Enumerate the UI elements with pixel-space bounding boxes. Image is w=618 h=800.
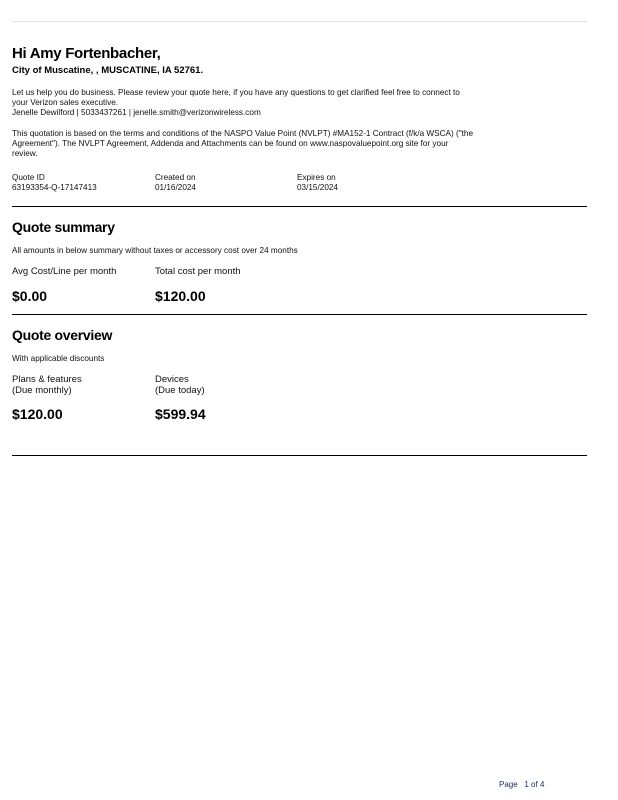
intro-text: Let us help you do business. Please review your quote here, if you have any questions to get clarified feel free to connect to your Verizon sales executive.	[12, 88, 460, 107]
created-on	[155, 173, 196, 193]
page-current: 1	[524, 780, 529, 789]
created-on-value: 01/16/2024	[155, 183, 196, 192]
quote-overview-title: Quote overview	[12, 327, 113, 343]
quote-summary-note: All amounts in below summary without taxes or accessory cost over 24 months	[12, 246, 298, 255]
page-of: of	[531, 780, 538, 789]
page-indicator	[499, 780, 544, 789]
quote-id-value: 63193354-Q-17147413	[12, 183, 97, 192]
divider	[12, 455, 587, 456]
terms-text: This quotation is based on the terms and conditions of the NASPO Value Point (NVLPT) #MA152-1 Contract (f/k/a WSCA) ("the Agreement"). The NVLPT Agreement, Addenda and Attachments can be found on www.naspovaluepoint.org site for your review.	[12, 129, 474, 158]
plans-label	[12, 374, 82, 396]
created-on-label: Created on	[155, 173, 196, 182]
divider	[12, 314, 587, 315]
expires-on-value: 03/15/2024	[297, 183, 338, 192]
greeting: Hi Amy Fortenbacher,	[12, 45, 161, 62]
expires-on	[297, 173, 338, 193]
quote-id-label: Quote ID	[12, 173, 45, 182]
total-cost-value: $120.00	[155, 288, 206, 304]
quote-overview-note: With applicable discounts	[12, 354, 105, 363]
page-label: Page	[499, 780, 518, 789]
quote-id	[12, 173, 97, 193]
avg-cost-value: $0.00	[12, 288, 48, 304]
devices-value: $599.94	[155, 406, 206, 422]
total-cost-label: Total cost per month	[155, 266, 241, 277]
devices-due: (Due today)	[155, 385, 205, 396]
sales-contact: Jenelle Dewilford | 5033437261 | jenelle.smith@verizonwireless.com	[12, 108, 261, 117]
avg-cost-label: Avg Cost/Line per month	[12, 266, 117, 277]
divider	[12, 206, 587, 207]
header-divider	[12, 21, 587, 22]
devices-label-text: Devices	[155, 374, 189, 385]
plans-value: $120.00	[12, 406, 63, 422]
devices-label	[155, 374, 205, 396]
plans-label-text: Plans & features	[12, 374, 82, 385]
plans-due: (Due monthly)	[12, 385, 72, 396]
customer-address: City of Muscatine, , MUSCATINE, IA 52761.	[12, 65, 204, 76]
quote-summary-title: Quote summary	[12, 219, 115, 235]
expires-on-label: Expires on	[297, 173, 336, 182]
page-total: 4	[539, 780, 545, 789]
